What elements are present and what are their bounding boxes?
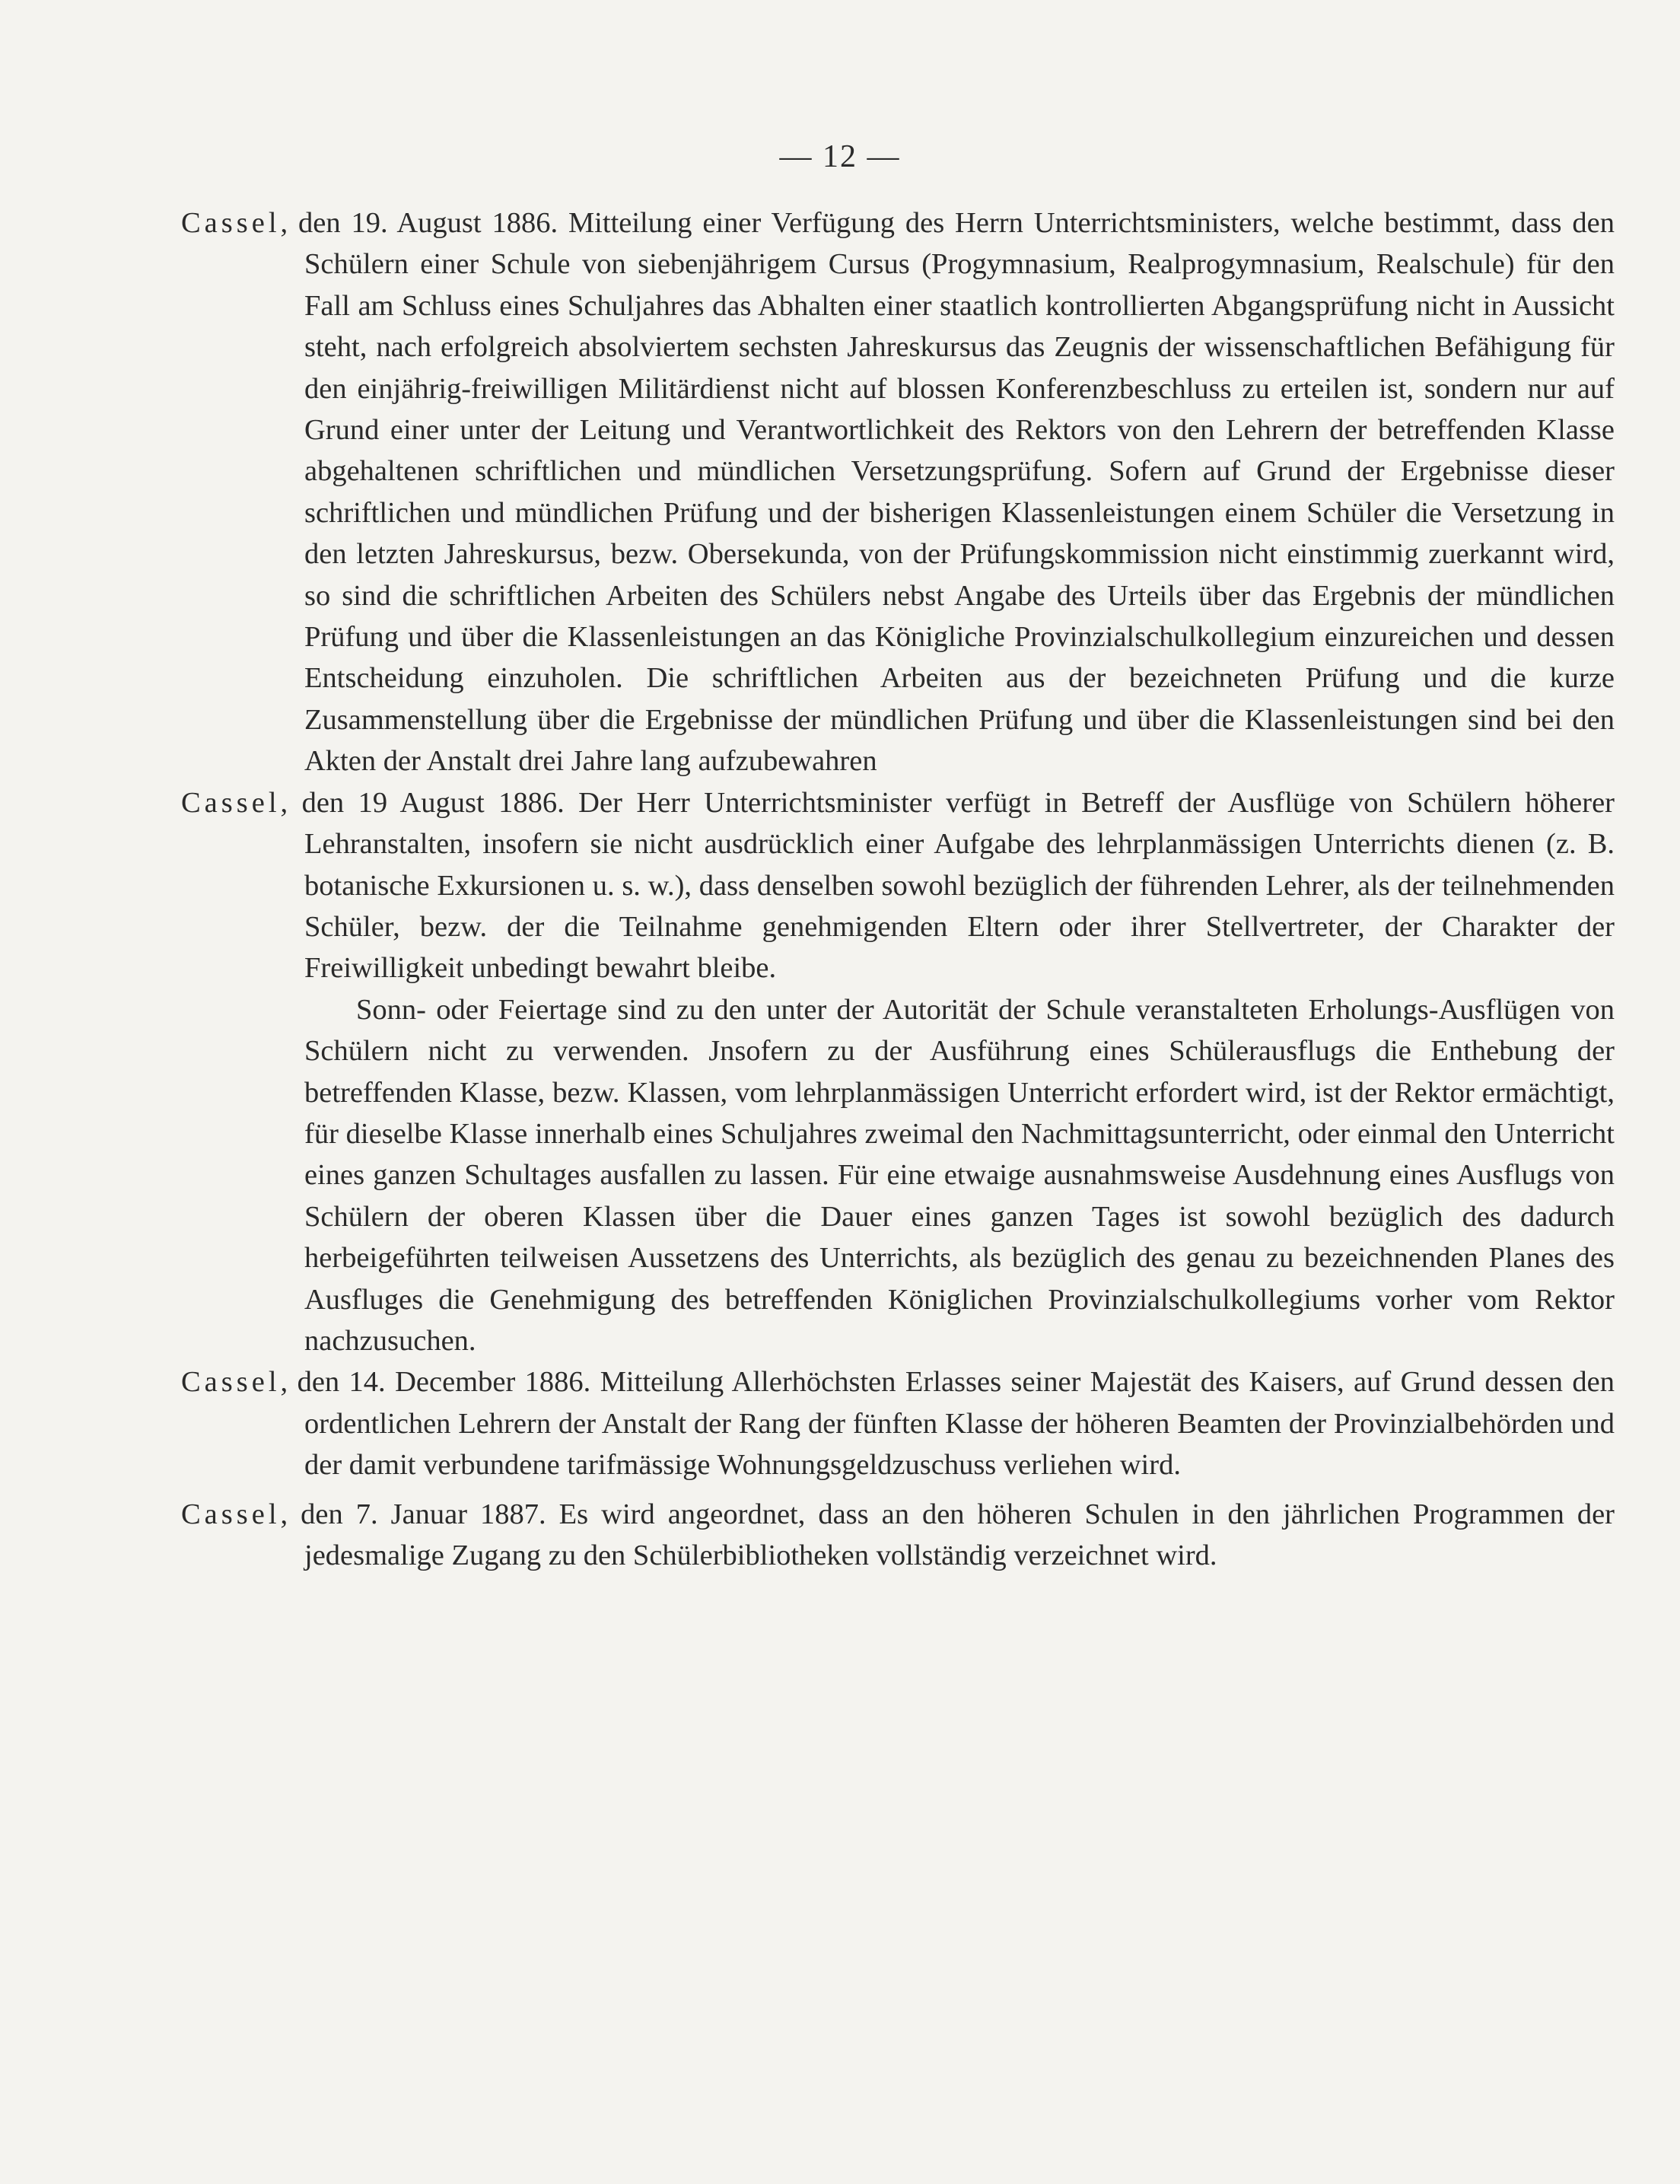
- entry-text: , den 19 August 1886. Der Herr Unterrichtsminister verfügt in Betreff der Ausflüge von Schülern höherer Lehranstalten, insofern sie nicht ausdrücklich einer Aufgabe des lehrplanmässigen Unterrichts dienen (z. B. botanische Exkursionen u. s. w.), dass denselben sowohl bezüglich der führenden Lehrer, als der teilnehmenden Schüler, bezw. der die Teilnahme genehmigenden Eltern oder ihrer Stellvertreter, der Charakter der Freiwilligkeit unbedingt bewahrt bleibe.: [280, 786, 1615, 985]
- decree-entry-3: [181, 1361, 1615, 1485]
- decree-entry-1: [181, 202, 1615, 782]
- entry-place: Cassel: [181, 207, 281, 239]
- spacer: [181, 1486, 1615, 1494]
- entry-place: Cassel: [181, 786, 281, 819]
- decree-entry-4: [181, 1494, 1615, 1577]
- entry-place: Cassel: [181, 1498, 281, 1530]
- decree-entry-2-continuation: Sonn- oder Feiertage sind zu den unter der Autorität der Schule veranstalteten Erholungs-Ausflügen von Schülern nicht zu verwenden. Jnsofern zu der Ausführung eines Schülerausflugs die Enthebung der betreffenden Klasse, bezw. Klassen, vom lehrplanmässigen Unterricht erfordert wird, ist der Rektor ermächtigt, für dieselbe Klasse innerhalb eines Schuljahres zweimal den Nachmittagsunterricht, oder einmal den Unterricht eines ganzen Schultages ausfallen zu lassen. Für eine etwaige ausnahmsweise Ausdehnung eines Ausflugs von Schülern der oberen Klassen über die Dauer eines ganzen Tages ist sowohl bezüglich des dadurch herbeigeführten teilweisen Aussetzens des Unterrichts, als bezüglich des genau zu bezeichnenden Planes des Ausfluges die Genehmigung des betreffenden Königlichen Provinzialschulkollegiums vorher vom Rektor nachzusuchen.: [304, 993, 1615, 1357]
- page-number: — 12 —: [779, 139, 901, 174]
- document-body: [181, 202, 1615, 1576]
- entry-text: , den 14. December 1886. Mitteilung Allerhöchsten Erlasses seiner Majestät des Kaisers, auf Grund dessen den ordentlichen Lehrern der Anstalt der Rang der fünften Klasse der höheren Beamten der Provinzialbehörden und der damit verbundene tarifmässige Wohnungsgeldzuschuss verliehen wird.: [280, 1366, 1615, 1482]
- entry-place: Cassel: [181, 1366, 281, 1399]
- entry-text: , den 7. Januar 1887. Es wird angeordnet, dass an den höheren Schulen in den jährlichen Programmen der jedesmalige Zugang zu den Schülerbibliotheken vollständig verzeichnet wird.: [280, 1498, 1615, 1571]
- entry-text: , den 19. August 1886. Mitteilung einer Verfügung des Herrn Unterrichtsministers, welche bestimmt, dass den Schülern einer Schule von siebenjährigem Cursus (Progymnasium, Realprogymnasium, Realschule) für den Fall am Schluss eines Schuljahres das Abhalten einer staatlich kontrollierten Abgangsprüfung nicht in Aussicht steht, nach erfolgreich absolviertem sechsten Jahreskursus das Zeugnis der wissenschaftlichen Befähigung für den einjährig-freiwilligen Militärdienst nicht auf blossen Konferenzbeschluss zu erteilen ist, sondern nur auf Grund einer unter der Leitung und Verantwortlichkeit des Rektors von den Lehrern der betreffenden Klasse abgehaltenen schriftlichen und mündlichen Versetzungsprüfung. Sofern auf Grund der Ergebnisse dieser schriftlichen und mündlichen Prüfung und der bisherigen Klassenleistungen einem Schüler die Versetzung in den letzten Jahreskursus, bezw. Obersekunda, von der Prüfungskommission nicht einstimmig zuerkannt wird, so sind die schriftlichen Arbeiten des Schülers nebst Angabe des Urteils über das Ergebnis der mündlichen Prüfung und über die Klassenleistungen an das Königliche Provinzialschulkollegium einzureichen und dessen Entscheidung einzuholen. Die schriftlichen Arbeiten aus der bezeichneten Prüfung und die kurze Zusammenstellung über die Ergebnisse der mündlichen Prüfung und über die Klassenleistungen sind bei den Akten der Anstalt drei Jahre lang aufzubewahren: [280, 207, 1615, 778]
- decree-entry-2: [181, 782, 1615, 989]
